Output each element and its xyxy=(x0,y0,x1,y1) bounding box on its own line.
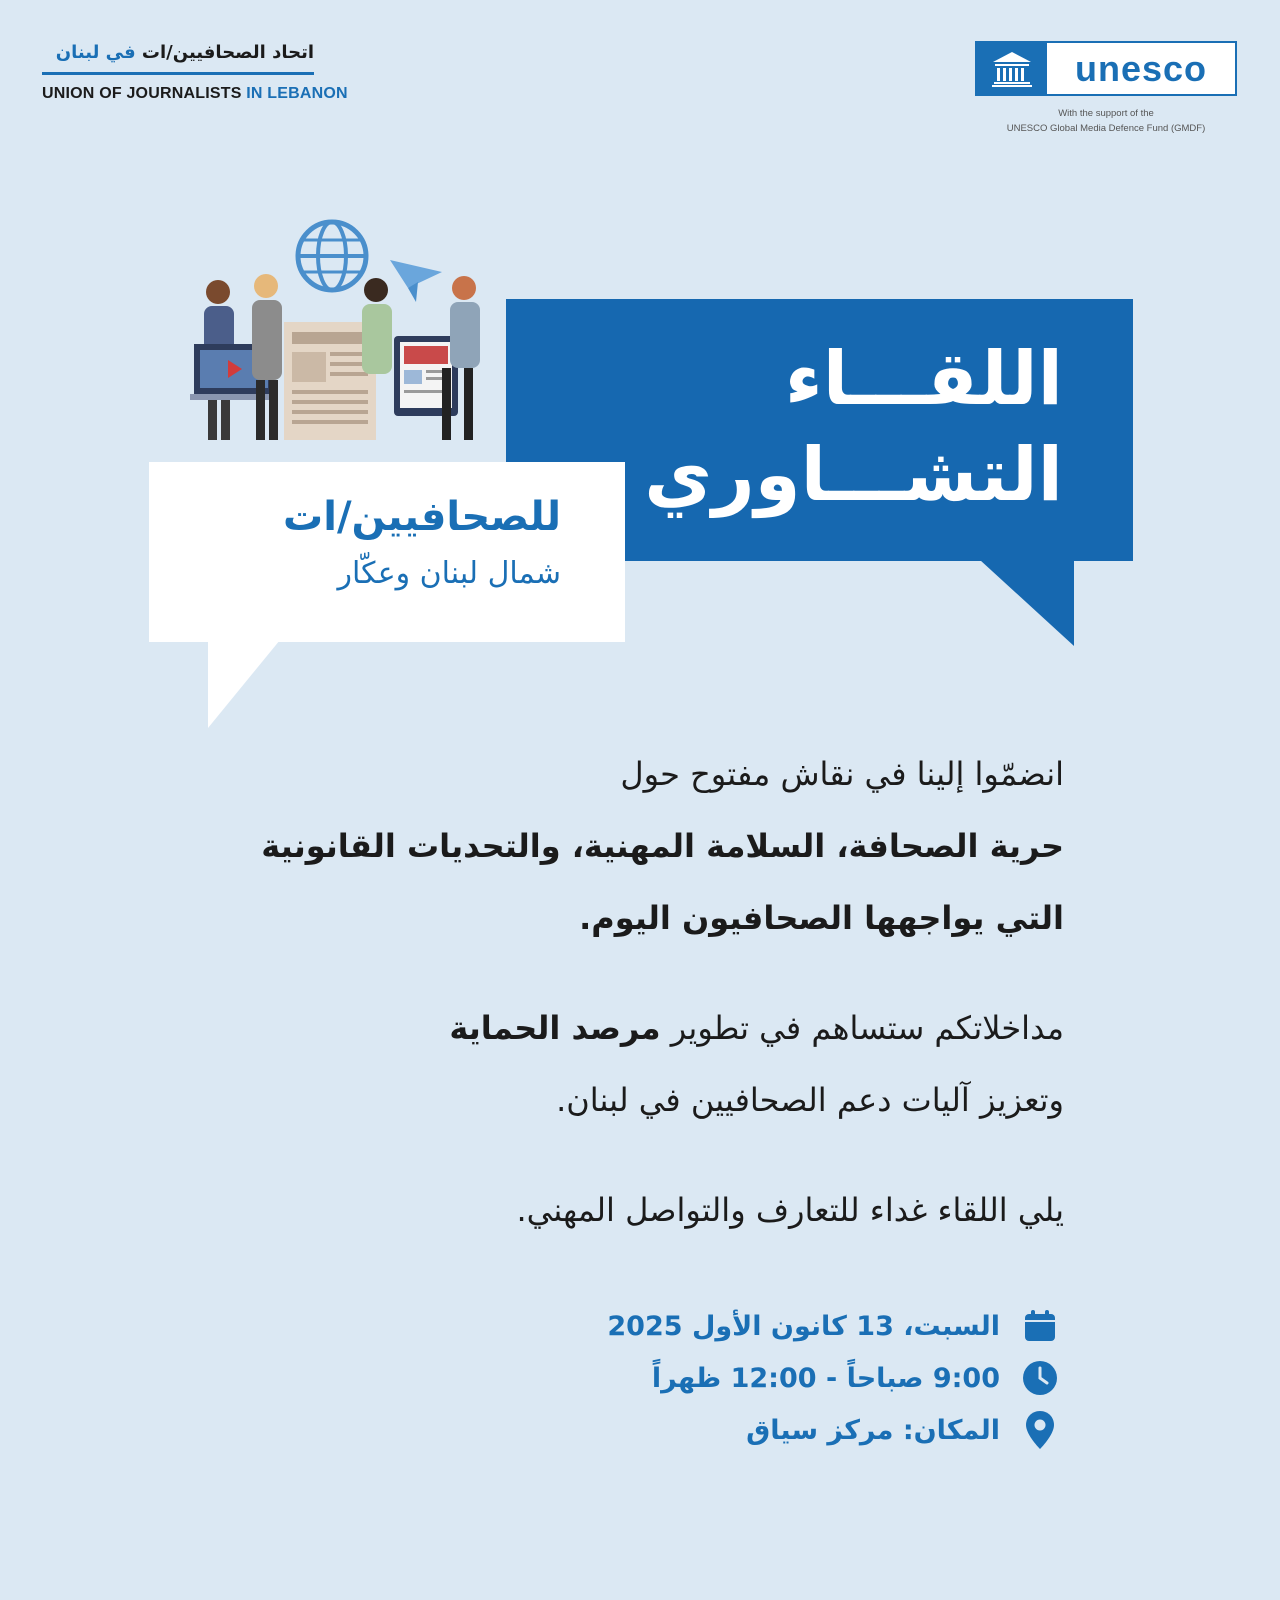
union-logo-arabic-accent: في لبنان xyxy=(55,42,136,63)
unesco-support-line1: With the support of the xyxy=(1058,108,1154,119)
union-logo-divider xyxy=(42,72,314,75)
intro-line: انضمّوا إلينا في نقاش مفتوح حول xyxy=(620,755,1064,793)
clock-icon xyxy=(1020,1358,1060,1398)
lunch-line: يلي اللقاء غداء للتعارف والتواصل المهني. xyxy=(516,1191,1064,1229)
contribution-text: مداخلاتكم ستساهم في تطوير xyxy=(670,1009,1064,1047)
union-logo-english-accent: IN LEBANON xyxy=(246,85,348,102)
union-logo-english xyxy=(42,85,348,103)
calendar-icon xyxy=(1020,1306,1060,1346)
event-title-line1: اللقـــاء xyxy=(784,336,1063,422)
audience-label: للصحافيين/ات xyxy=(283,494,561,540)
union-journalists-logo xyxy=(42,40,348,103)
unesco-logo xyxy=(975,41,1237,96)
observatory-name: مرصد الحماية xyxy=(449,1009,661,1047)
unesco-support-line2: UNESCO Global Media Defence Fund (GMDF) xyxy=(1006,123,1206,134)
topics-line: حرية الصحافة، السلامة المهنية، والتحديات القانونية xyxy=(261,827,1064,865)
invitation-text xyxy=(200,738,1064,1246)
support-line: وتعزيز آليات دعم الصحافيين في لبنان. xyxy=(556,1081,1064,1119)
event-title-line2: التشـــاوري xyxy=(644,432,1063,518)
union-logo-arabic xyxy=(42,40,314,66)
union-logo-english-main: UNION OF JOURNALISTS xyxy=(42,85,242,102)
unesco-wordmark: unesco xyxy=(1074,47,1208,89)
subtitle-bubble xyxy=(149,462,625,642)
unesco-support-text xyxy=(975,106,1237,136)
event-date-text: السبت، 13 كانون الأول 2025 xyxy=(607,1310,1000,1342)
contribution-line xyxy=(200,992,1064,1064)
region-label: شمال لبنان وعكّار xyxy=(337,556,561,591)
union-logo-arabic-main: اتحاد الصحافيين/ات xyxy=(141,42,314,63)
unesco-temple-icon xyxy=(977,43,1047,94)
event-location xyxy=(560,1404,1060,1456)
globe-icon xyxy=(298,222,366,290)
journalists-illustration xyxy=(180,210,500,470)
person-2 xyxy=(252,274,282,440)
event-location-text: المكان: مركز سياق xyxy=(746,1414,1000,1446)
event-time-text: 9:00 صباحاً - 12:00 ظهراً xyxy=(651,1362,1000,1394)
location-pin-icon xyxy=(1020,1410,1060,1450)
event-time xyxy=(560,1352,1060,1404)
person-3 xyxy=(362,278,392,374)
event-date xyxy=(560,1300,1060,1352)
paper-plane-icon xyxy=(390,260,442,302)
topics-line-continued: التي يواجهها الصحافيون اليوم. xyxy=(579,899,1064,937)
event-title xyxy=(563,331,1063,523)
event-details xyxy=(560,1300,1060,1456)
